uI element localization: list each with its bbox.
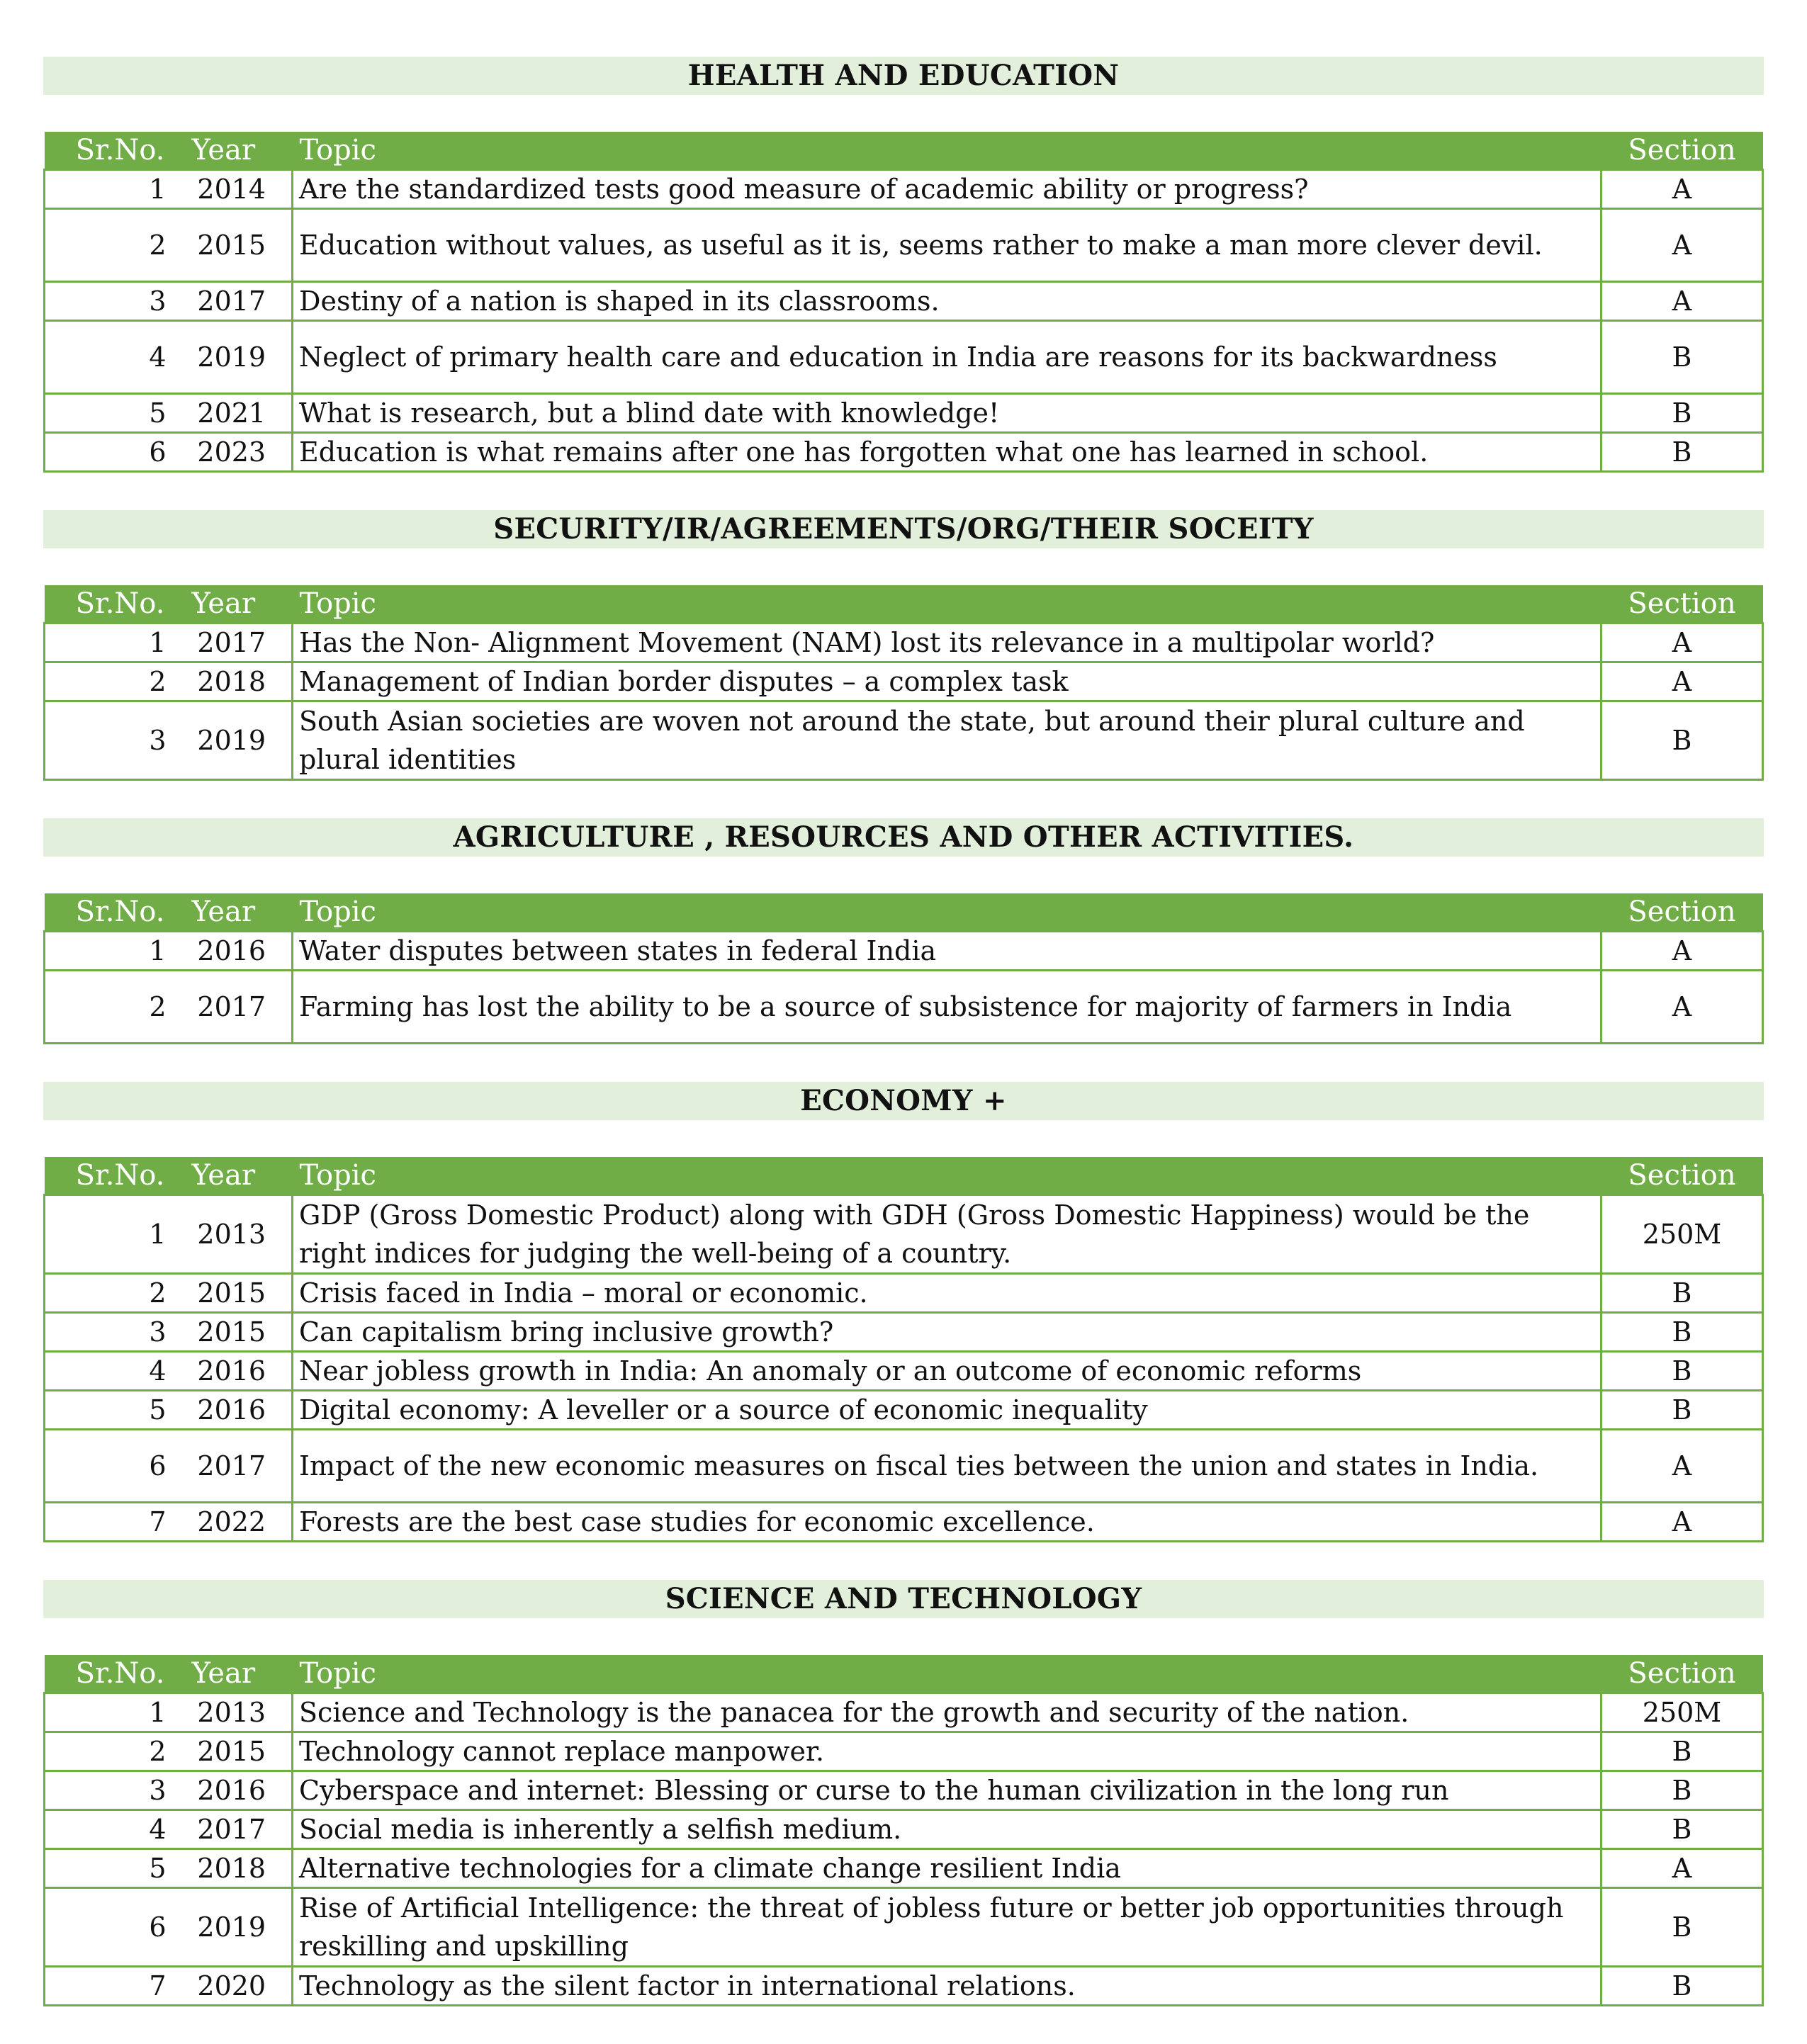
cell-sr-no: 1 [45, 1693, 172, 1732]
cell-year: 2015 [172, 1732, 293, 1771]
cell-year: 2014 [172, 170, 293, 209]
cell-sr-no: 2 [45, 662, 172, 701]
table-row [45, 170, 1763, 209]
header-year: Year [172, 1655, 293, 1693]
cell-section: B [1601, 1771, 1763, 1810]
cell-year: 2017 [172, 623, 293, 662]
cell-year: 2021 [172, 394, 293, 433]
cell-section: B [1601, 1732, 1763, 1771]
cell-topic: Management of Indian border disputes – a complex task [293, 662, 1601, 701]
cell-year: 2017 [172, 971, 293, 1044]
table-row [45, 1195, 1763, 1274]
cell-year: 2018 [172, 662, 293, 701]
cell-section: A [1601, 1430, 1763, 1503]
cell-topic: Near jobless growth in India: An anomaly or an outcome of economic reforms [293, 1352, 1601, 1391]
table-row [45, 1391, 1763, 1430]
section-title: AGRICULTURE , RESOURCES AND OTHER ACTIVITIES. [43, 818, 1764, 857]
cell-section: A [1601, 623, 1763, 662]
table-row [45, 1849, 1763, 1888]
cell-sr-no: 7 [45, 1503, 172, 1542]
cell-sr-no: 5 [45, 394, 172, 433]
cell-sr-no: 4 [45, 1352, 172, 1391]
table-header-row [45, 893, 1763, 932]
topics-table [43, 585, 1764, 781]
header-topic: Topic [293, 1655, 1601, 1693]
cell-year: 2017 [172, 1810, 293, 1849]
header-year: Year [172, 893, 293, 932]
cell-year: 2019 [172, 321, 293, 394]
cell-sr-no: 6 [45, 1888, 172, 1967]
cell-year: 2016 [172, 1352, 293, 1391]
cell-sr-no: 2 [45, 1274, 172, 1313]
table-row [45, 932, 1763, 971]
cell-year: 2017 [172, 282, 293, 321]
table-row [45, 1313, 1763, 1352]
cell-section: B [1601, 1391, 1763, 1430]
cell-section: B [1601, 321, 1763, 394]
cell-sr-no: 1 [45, 932, 172, 971]
table-row [45, 623, 1763, 662]
table-row [45, 1274, 1763, 1313]
cell-year: 2018 [172, 1849, 293, 1888]
cell-topic: Forests are the best case studies for economic excellence. [293, 1503, 1601, 1542]
header-topic: Topic [293, 132, 1601, 170]
cell-year: 2016 [172, 932, 293, 971]
header-year: Year [172, 132, 293, 170]
cell-year: 2015 [172, 209, 293, 282]
cell-topic: Technology cannot replace manpower. [293, 1732, 1601, 1771]
document [43, 57, 1764, 2044]
section-title: ECONOMY + [43, 1082, 1764, 1120]
table-row [45, 1693, 1763, 1732]
cell-year: 2019 [172, 701, 293, 780]
header-sr-no: Sr.No. [45, 585, 172, 623]
header-section: Section [1601, 893, 1763, 932]
section-title: SECURITY/IR/AGREEMENTS/ORG/THEIR SOCEITY [43, 510, 1764, 548]
table-row [45, 1352, 1763, 1391]
header-section: Section [1601, 132, 1763, 170]
table-row [45, 971, 1763, 1044]
cell-topic: Alternative technologies for a climate change resilient India [293, 1849, 1601, 1888]
table-row [45, 1430, 1763, 1503]
cell-year: 2022 [172, 1503, 293, 1542]
cell-year: 2023 [172, 433, 293, 472]
cell-sr-no: 2 [45, 971, 172, 1044]
header-year: Year [172, 585, 293, 623]
section-title: HEALTH AND EDUCATION [43, 57, 1764, 95]
cell-section: B [1601, 394, 1763, 433]
cell-topic: What is research, but a blind date with knowledge! [293, 394, 1601, 433]
cell-section: A [1601, 209, 1763, 282]
table-row [45, 1810, 1763, 1849]
table-row [45, 394, 1763, 433]
cell-topic: Cyberspace and internet: Blessing or curse to the human civilization in the long run [293, 1771, 1601, 1810]
topics-table [43, 132, 1764, 473]
cell-topic: GDP (Gross Domestic Product) along with GDH (Gross Domestic Happiness) would be the right indices for judging the well-being of a country. [293, 1195, 1601, 1274]
cell-sr-no: 6 [45, 433, 172, 472]
cell-year: 2016 [172, 1391, 293, 1430]
header-year: Year [172, 1157, 293, 1195]
cell-year: 2013 [172, 1693, 293, 1732]
header-sr-no: Sr.No. [45, 1157, 172, 1195]
cell-sr-no: 2 [45, 1732, 172, 1771]
cell-year: 2020 [172, 1967, 293, 2006]
table-row [45, 701, 1763, 780]
cell-year: 2015 [172, 1313, 293, 1352]
table-header-row [45, 585, 1763, 623]
topic-section [43, 510, 1764, 781]
cell-topic: Has the Non- Alignment Movement (NAM) lost its relevance in a multipolar world? [293, 623, 1601, 662]
table-header-row [45, 132, 1763, 170]
header-sr-no: Sr.No. [45, 132, 172, 170]
cell-topic: Are the standardized tests good measure of academic ability or progress? [293, 170, 1601, 209]
cell-section: B [1601, 1967, 1763, 2006]
cell-sr-no: 5 [45, 1849, 172, 1888]
cell-topic: Impact of the new economic measures on fiscal ties between the union and states in India. [293, 1430, 1601, 1503]
topic-section [43, 57, 1764, 473]
table-row [45, 1771, 1763, 1810]
cell-year: 2019 [172, 1888, 293, 1967]
header-section: Section [1601, 585, 1763, 623]
topics-table [43, 1655, 1764, 2006]
topic-section [43, 1082, 1764, 1542]
cell-sr-no: 4 [45, 1810, 172, 1849]
cell-section: B [1601, 433, 1763, 472]
cell-section: A [1601, 282, 1763, 321]
table-row [45, 1732, 1763, 1771]
cell-section: B [1601, 1274, 1763, 1313]
topic-section [43, 1580, 1764, 2006]
cell-topic: Digital economy: A leveller or a source of economic inequality [293, 1391, 1601, 1430]
table-row [45, 433, 1763, 472]
topics-table [43, 1157, 1764, 1542]
cell-section: B [1601, 1313, 1763, 1352]
header-topic: Topic [293, 893, 1601, 932]
cell-topic: Can capitalism bring inclusive growth? [293, 1313, 1601, 1352]
cell-year: 2015 [172, 1274, 293, 1313]
header-section: Section [1601, 1655, 1763, 1693]
table-row [45, 1503, 1763, 1542]
topic-section [43, 818, 1764, 1044]
cell-topic: Technology as the silent factor in international relations. [293, 1967, 1601, 2006]
cell-topic: Education without values, as useful as it is, seems rather to make a man more clever devil. [293, 209, 1601, 282]
table-header-row [45, 1655, 1763, 1693]
cell-section: B [1601, 1352, 1763, 1391]
cell-topic: Water disputes between states in federal India [293, 932, 1601, 971]
cell-sr-no: 7 [45, 1967, 172, 2006]
table-row [45, 662, 1763, 701]
cell-sr-no: 1 [45, 1195, 172, 1274]
cell-topic: Education is what remains after one has forgotten what one has learned in school. [293, 433, 1601, 472]
cell-topic: Destiny of a nation is shaped in its classrooms. [293, 282, 1601, 321]
cell-sr-no: 1 [45, 170, 172, 209]
table-row [45, 1888, 1763, 1967]
cell-topic: Rise of Artificial Intelligence: the threat of jobless future or better job opportunities through reskilling and upskilling [293, 1888, 1601, 1967]
cell-year: 2017 [172, 1430, 293, 1503]
cell-topic: Social media is inherently a selfish medium. [293, 1810, 1601, 1849]
header-sr-no: Sr.No. [45, 893, 172, 932]
cell-section: A [1601, 1503, 1763, 1542]
cell-topic: Farming has lost the ability to be a source of subsistence for majority of farmers in India [293, 971, 1601, 1044]
cell-sr-no: 1 [45, 623, 172, 662]
header-section: Section [1601, 1157, 1763, 1195]
cell-topic: Science and Technology is the panacea for the growth and security of the nation. [293, 1693, 1601, 1732]
topics-table [43, 893, 1764, 1044]
cell-sr-no: 6 [45, 1430, 172, 1503]
table-row [45, 209, 1763, 282]
table-row [45, 1967, 1763, 2006]
cell-section: B [1601, 1888, 1763, 1967]
cell-topic: Crisis faced in India – moral or economic. [293, 1274, 1601, 1313]
header-topic: Topic [293, 1157, 1601, 1195]
cell-section: A [1601, 971, 1763, 1044]
cell-sr-no: 4 [45, 321, 172, 394]
table-row [45, 282, 1763, 321]
cell-section: B [1601, 701, 1763, 780]
cell-sr-no: 5 [45, 1391, 172, 1430]
cell-section: B [1601, 1810, 1763, 1849]
section-title: SCIENCE AND TECHNOLOGY [43, 1580, 1764, 1618]
cell-section: A [1601, 1849, 1763, 1888]
cell-sr-no: 3 [45, 1771, 172, 1810]
cell-topic: Neglect of primary health care and education in India are reasons for its backwardness [293, 321, 1601, 394]
table-row [45, 321, 1763, 394]
cell-sr-no: 2 [45, 209, 172, 282]
table-header-row [45, 1157, 1763, 1195]
cell-topic: South Asian societies are woven not around the state, but around their plural culture and plural identities [293, 701, 1601, 780]
cell-year: 2013 [172, 1195, 293, 1274]
header-sr-no: Sr.No. [45, 1655, 172, 1693]
cell-section: 250M [1601, 1693, 1763, 1732]
header-topic: Topic [293, 585, 1601, 623]
cell-section: 250M [1601, 1195, 1763, 1274]
cell-section: A [1601, 932, 1763, 971]
cell-sr-no: 3 [45, 282, 172, 321]
cell-sr-no: 3 [45, 1313, 172, 1352]
cell-section: A [1601, 662, 1763, 701]
cell-section: A [1601, 170, 1763, 209]
cell-sr-no: 3 [45, 701, 172, 780]
cell-year: 2016 [172, 1771, 293, 1810]
